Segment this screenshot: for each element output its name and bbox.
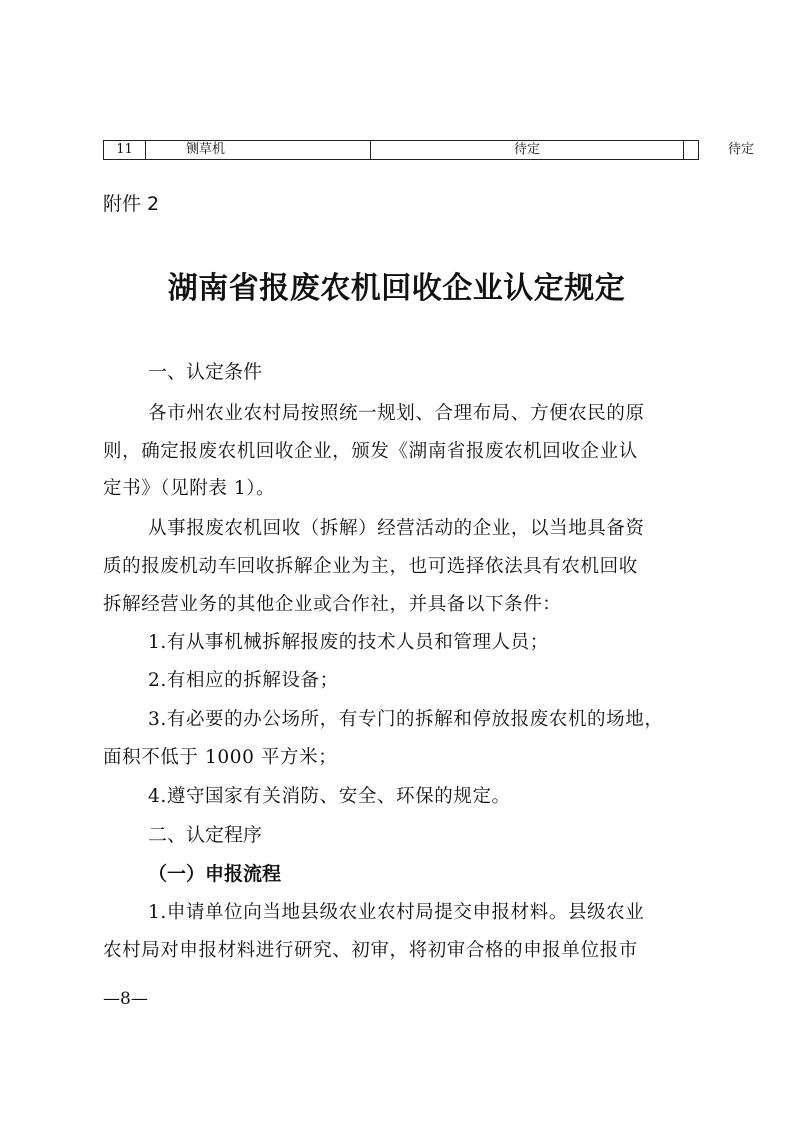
section2-heading: 二、认定程序 — [148, 824, 263, 846]
table-cell-col4: 待定 — [727, 142, 754, 157]
list-item: 面积不低于 1000 平方米； — [103, 747, 338, 768]
table-cell-number: 11 — [104, 141, 146, 159]
paragraph-line: 农村局对申报材料进行研究、初审，将初审合格的申报单位报市 — [103, 940, 638, 961]
list-item: 3.有必要的办公场所，有专门的拆解和停放报废农机的场地， — [148, 709, 664, 730]
list-item: 1.有从事机械拆解报废的技术人员和管理人员； — [148, 632, 549, 653]
section2-subheading: （一）申报流程 — [148, 863, 282, 885]
paragraph-line: 定书》（见附表 1）。 — [103, 478, 276, 499]
paragraph-line: 从事报废农机回收（拆解）经营活动的企业，以当地具备资 — [148, 518, 645, 539]
paragraph-line: 质的报废机动车回收拆解企业为主，也可选择依法具有农机回收 — [103, 556, 638, 577]
section1-heading: 一、认定条件 — [148, 361, 263, 383]
list-item: 4.遵守国家有关消防、安全、环保的规定。 — [148, 786, 511, 807]
paragraph-line: 各市州农业农村局按照统一规划、合理布局、方便农民的原 — [148, 403, 645, 424]
page-number: —8— — [103, 989, 148, 1009]
paragraph-line: 则，确定报废农机回收企业，颁发《湖南省报废农机回收企业认 — [103, 441, 638, 462]
document-title: 湖南省报废农机回收企业认定规定 — [167, 271, 626, 306]
machine-table-row — [103, 140, 754, 160]
paragraph-line: 拆解经营业务的其他企业或合作社，并具备以下条件： — [103, 594, 562, 615]
list-item: 2.有相应的拆解设备； — [148, 670, 339, 691]
paragraph-line: 1.申请单位向当地县级农业农村局提交申报材料。县级农业 — [148, 902, 645, 923]
table-cell-machine: 铡草机 — [146, 141, 371, 159]
attachment-label: 附件 2 — [103, 193, 160, 215]
table-cell-col3: 待定 — [371, 141, 684, 159]
